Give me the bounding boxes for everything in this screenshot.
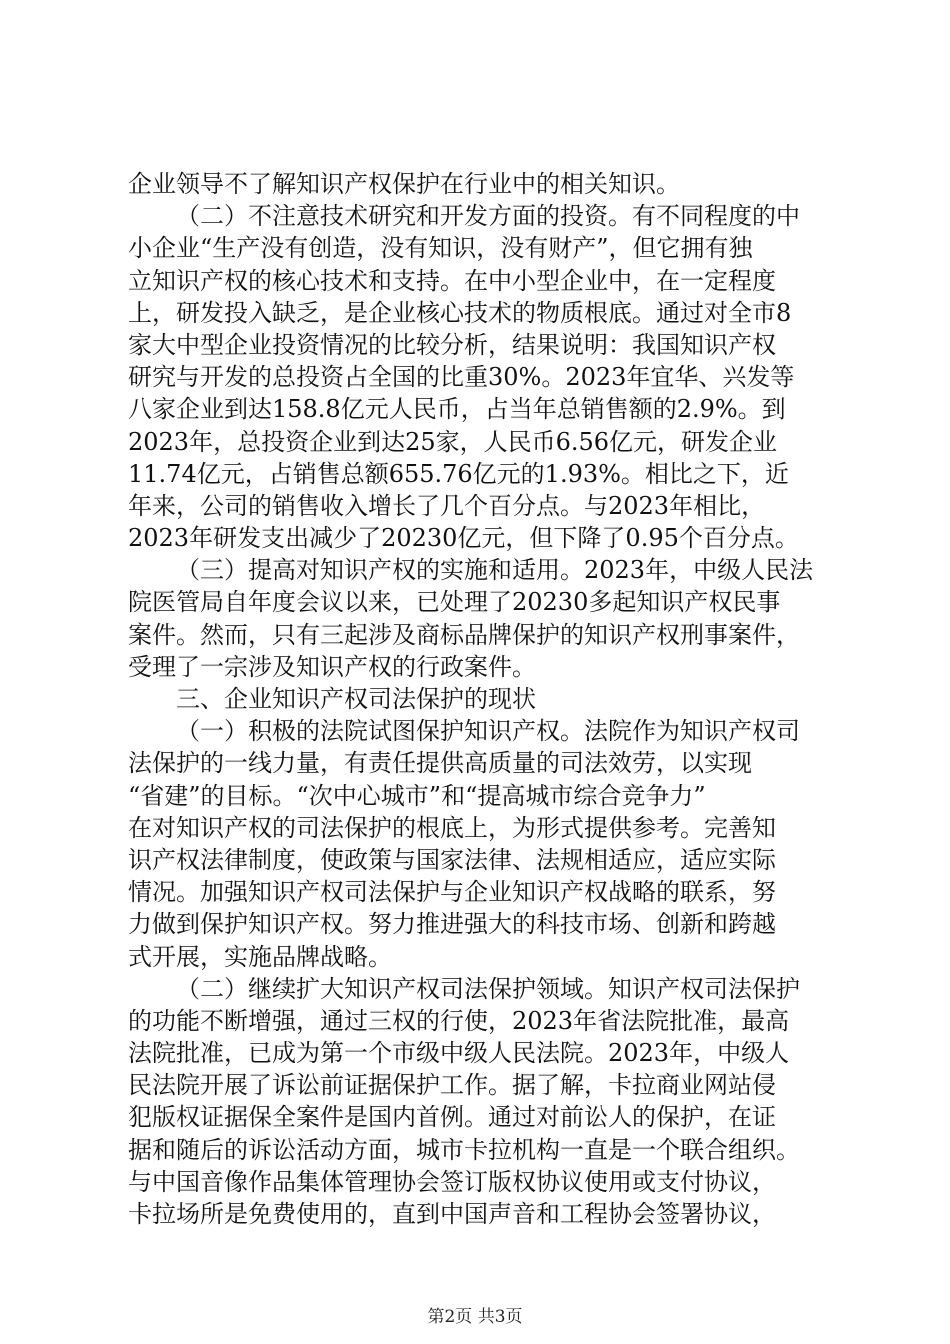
text-line: 力做到保护知识产权。努力推进强大的科技市场、创新和跨越 [128,910,776,939]
text-line: 三、企业知识产权司法保护的现状 [176,685,536,713]
text-line: 研究与开发的总投资占全国的比重30%。2023年宜华、兴发等 [128,363,795,392]
text-line: 11.74亿元，占销售总额655.76亿元的1.93%。相比之下，近 [128,459,789,488]
text-line: 家大中型企业投资情况的比较分析，结果说明：我国知识产权 [128,330,776,359]
text-line: （三）提高对知识产权的实施和适用。2023年，中级人民法 [176,556,814,585]
text-lines [128,168,834,1230]
text-line: 在对知识产权的司法保护的根底上，为形式提供参考。完善知 [128,813,776,842]
text-line: 与中国音像作品集体管理协会签订版权协议使用或支付协议， [128,1167,776,1196]
text-line: 卡拉场所是免费使用的，直到中国声音和工程协会签署协议， [128,1200,776,1228]
text-line: （一）积极的法院试图保护知识产权。法院作为知识产权司 [176,717,800,746]
text-line: 上，研发投入缺乏，是企业核心技术的物质根底。通过对全市8 [128,298,792,327]
text-line: 2023年研发支出减少了20230亿元，但下降了0.95个百分点。 [128,524,799,553]
text-line: 小企业“生产没有创造，没有知识，没有财产”，但它拥有独 [128,234,753,263]
text-line: 据和随后的诉讼活动方面，城市卡拉机构一直是一个联合组织。 [128,1135,800,1164]
text-line: 识产权法律制度，使政策与国家法律、法规相适应，适应实际 [128,845,776,874]
text-line: 法保护的一线力量，有责任提供高质量的司法效劳，以实现 [128,749,752,778]
text-line: 式开展，实施品牌战略。 [128,942,392,971]
text-line: 八家企业到达158.8亿元人民币，占当年总销售额的2.9%。到 [128,395,786,424]
text-line: 民法院开展了诉讼前证据保护工作。据了解，卡拉商业网站侵 [128,1071,776,1100]
text-line: 2023年，总投资企业到达25家，人民币6.56亿元，研发企业 [128,427,778,456]
text-line: 企业领导不了解知识产权保护在行业中的相关知识。 [128,170,680,198]
text-line: 受理了一宗涉及知识产权的行政案件。 [128,652,536,681]
text-line: “省建”的目标。“次中心城市”和“提高城市综合竞争力” [128,781,706,810]
text-line: 立知识产权的核心技术和支持。在中小型企业中，在一定程度 [128,266,776,295]
text-line: 法院批准，已成为第一个市级中级人民法院。2023年，中级人 [128,1039,790,1068]
text-line: （二）不注意技术研究和开发方面的投资。有不同程度的中 [176,202,800,231]
page-footer [0,1302,950,1327]
text-line: （二）继续扩大知识产权司法保护领域。知识产权司法保护 [176,974,800,1003]
text-line: 情况。加强知识产权司法保护与企业知识产权战略的联系，努 [128,878,776,907]
text-line: 案件。然而，只有三起涉及商标品牌保护的知识产权刑事案件， [128,620,800,649]
text-line: 院医管局自年度会议以来，已处理了20230多起知识产权民事 [128,588,781,617]
text-line: 年来，公司的销售收入增长了几个百分点。与2023年相比， [128,491,766,520]
text-line: 的功能不断增强，通过三权的行使，2023年省法院批准，最高 [128,1006,790,1035]
text-line: 犯版权证据保全案件是国内首例。通过对前讼人的保护，在证 [128,1103,776,1132]
document-body [128,168,834,1230]
page-number-label: 第2页 共3页 [427,1307,523,1327]
